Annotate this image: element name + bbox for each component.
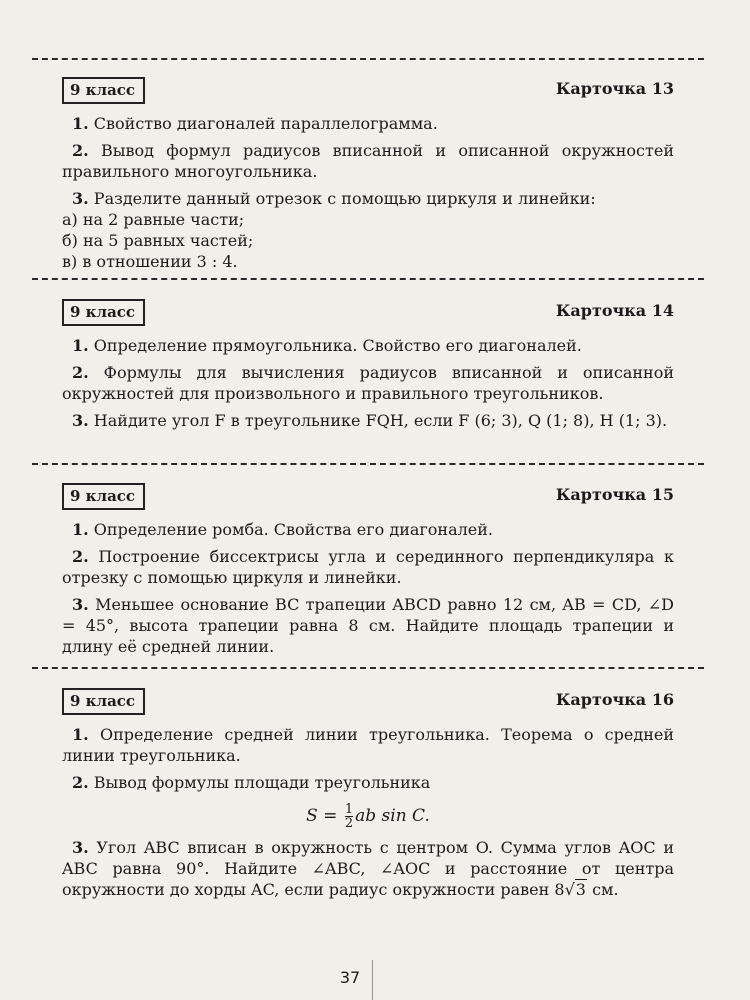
cut-line (32, 58, 704, 60)
grade-label: 9 класс (62, 688, 145, 715)
card-title: Карточка 15 (555, 485, 674, 504)
question-3: 3. Меньшее основание BC трапеции ABCD равно 12 см, AB = CD, ∠D = 45°, высота трапеции равна 8 см. Найдите площадь трапеции и длину её средней линии. (62, 595, 674, 656)
question-1: 1. Определение прямоугольника. Свойство его диагоналей. (72, 336, 582, 355)
card-13 (62, 77, 674, 272)
page-fold (372, 960, 373, 1000)
sub-item-a: а) на 2 равные части; (62, 210, 245, 229)
question-3: 3. Найдите угол F в треугольнике FQH, если F (6; 3), Q (1; 8), H (1; 3). (72, 411, 668, 430)
question-1: 1. Определение ромба. Свойства его диагоналей. (72, 520, 494, 539)
card-header (62, 688, 674, 718)
card-header (62, 77, 674, 107)
question-1: 1. Определение средней линии треугольника. Теорема о средней линии треугольника. (62, 725, 675, 765)
card-15 (62, 483, 674, 657)
grade-label: 9 класс (62, 483, 145, 510)
card-title: Карточка 13 (555, 79, 674, 98)
fraction: $\frac{1}{2}$ (344, 802, 354, 831)
card-header (62, 299, 674, 329)
grade-label: 9 класс (62, 299, 145, 326)
question-1: 1. Свойство диагоналей параллелограмма. (72, 114, 438, 133)
page-number: 37 (339, 968, 361, 987)
question-2: 2. Вывод формулы площади треугольника (72, 773, 431, 792)
card-header (62, 483, 674, 513)
question-3: 3. Угол ABC вписан в окружность с центром O. Сумма углов AOC и ABC равна 90°. Найдите ∠ABC, ∠AOC и расстояние от центра окружности до хорды AC, если радиус окружности равен 8√3 см. (62, 838, 674, 899)
cut-line (32, 278, 704, 280)
radius-value: 8√3 (554, 880, 586, 899)
question-3: 3. Разделите данный отрезок с помощью циркуля и линейки: (72, 189, 596, 208)
card-title: Карточка 16 (555, 690, 674, 709)
card-16 (62, 688, 674, 900)
grade-label: 9 класс (62, 77, 145, 104)
triangle-area-formula: S = $\frac{1}{2}$ ab sin C. (306, 802, 430, 831)
question-2: 2. Вывод формул радиусов вписанной и описанной окружностей правильного многоугольника. (62, 141, 674, 181)
sub-item-b: б) на 5 равных частей; (62, 231, 254, 250)
question-2: 2. Построение биссектрисы угла и серединного перпендикуляра к отрезку с помощью циркуля и линейки. (62, 547, 674, 587)
cut-line (32, 463, 704, 465)
cut-line (32, 667, 704, 669)
card-title: Карточка 14 (555, 301, 674, 320)
question-2: 2. Формулы для вычисления радиусов вписанной и описанной окружностей для произвольного и правильного треугольников. (62, 363, 674, 403)
sub-item-c: в) в отношении 3 : 4. (62, 252, 238, 271)
card-14 (62, 299, 674, 431)
